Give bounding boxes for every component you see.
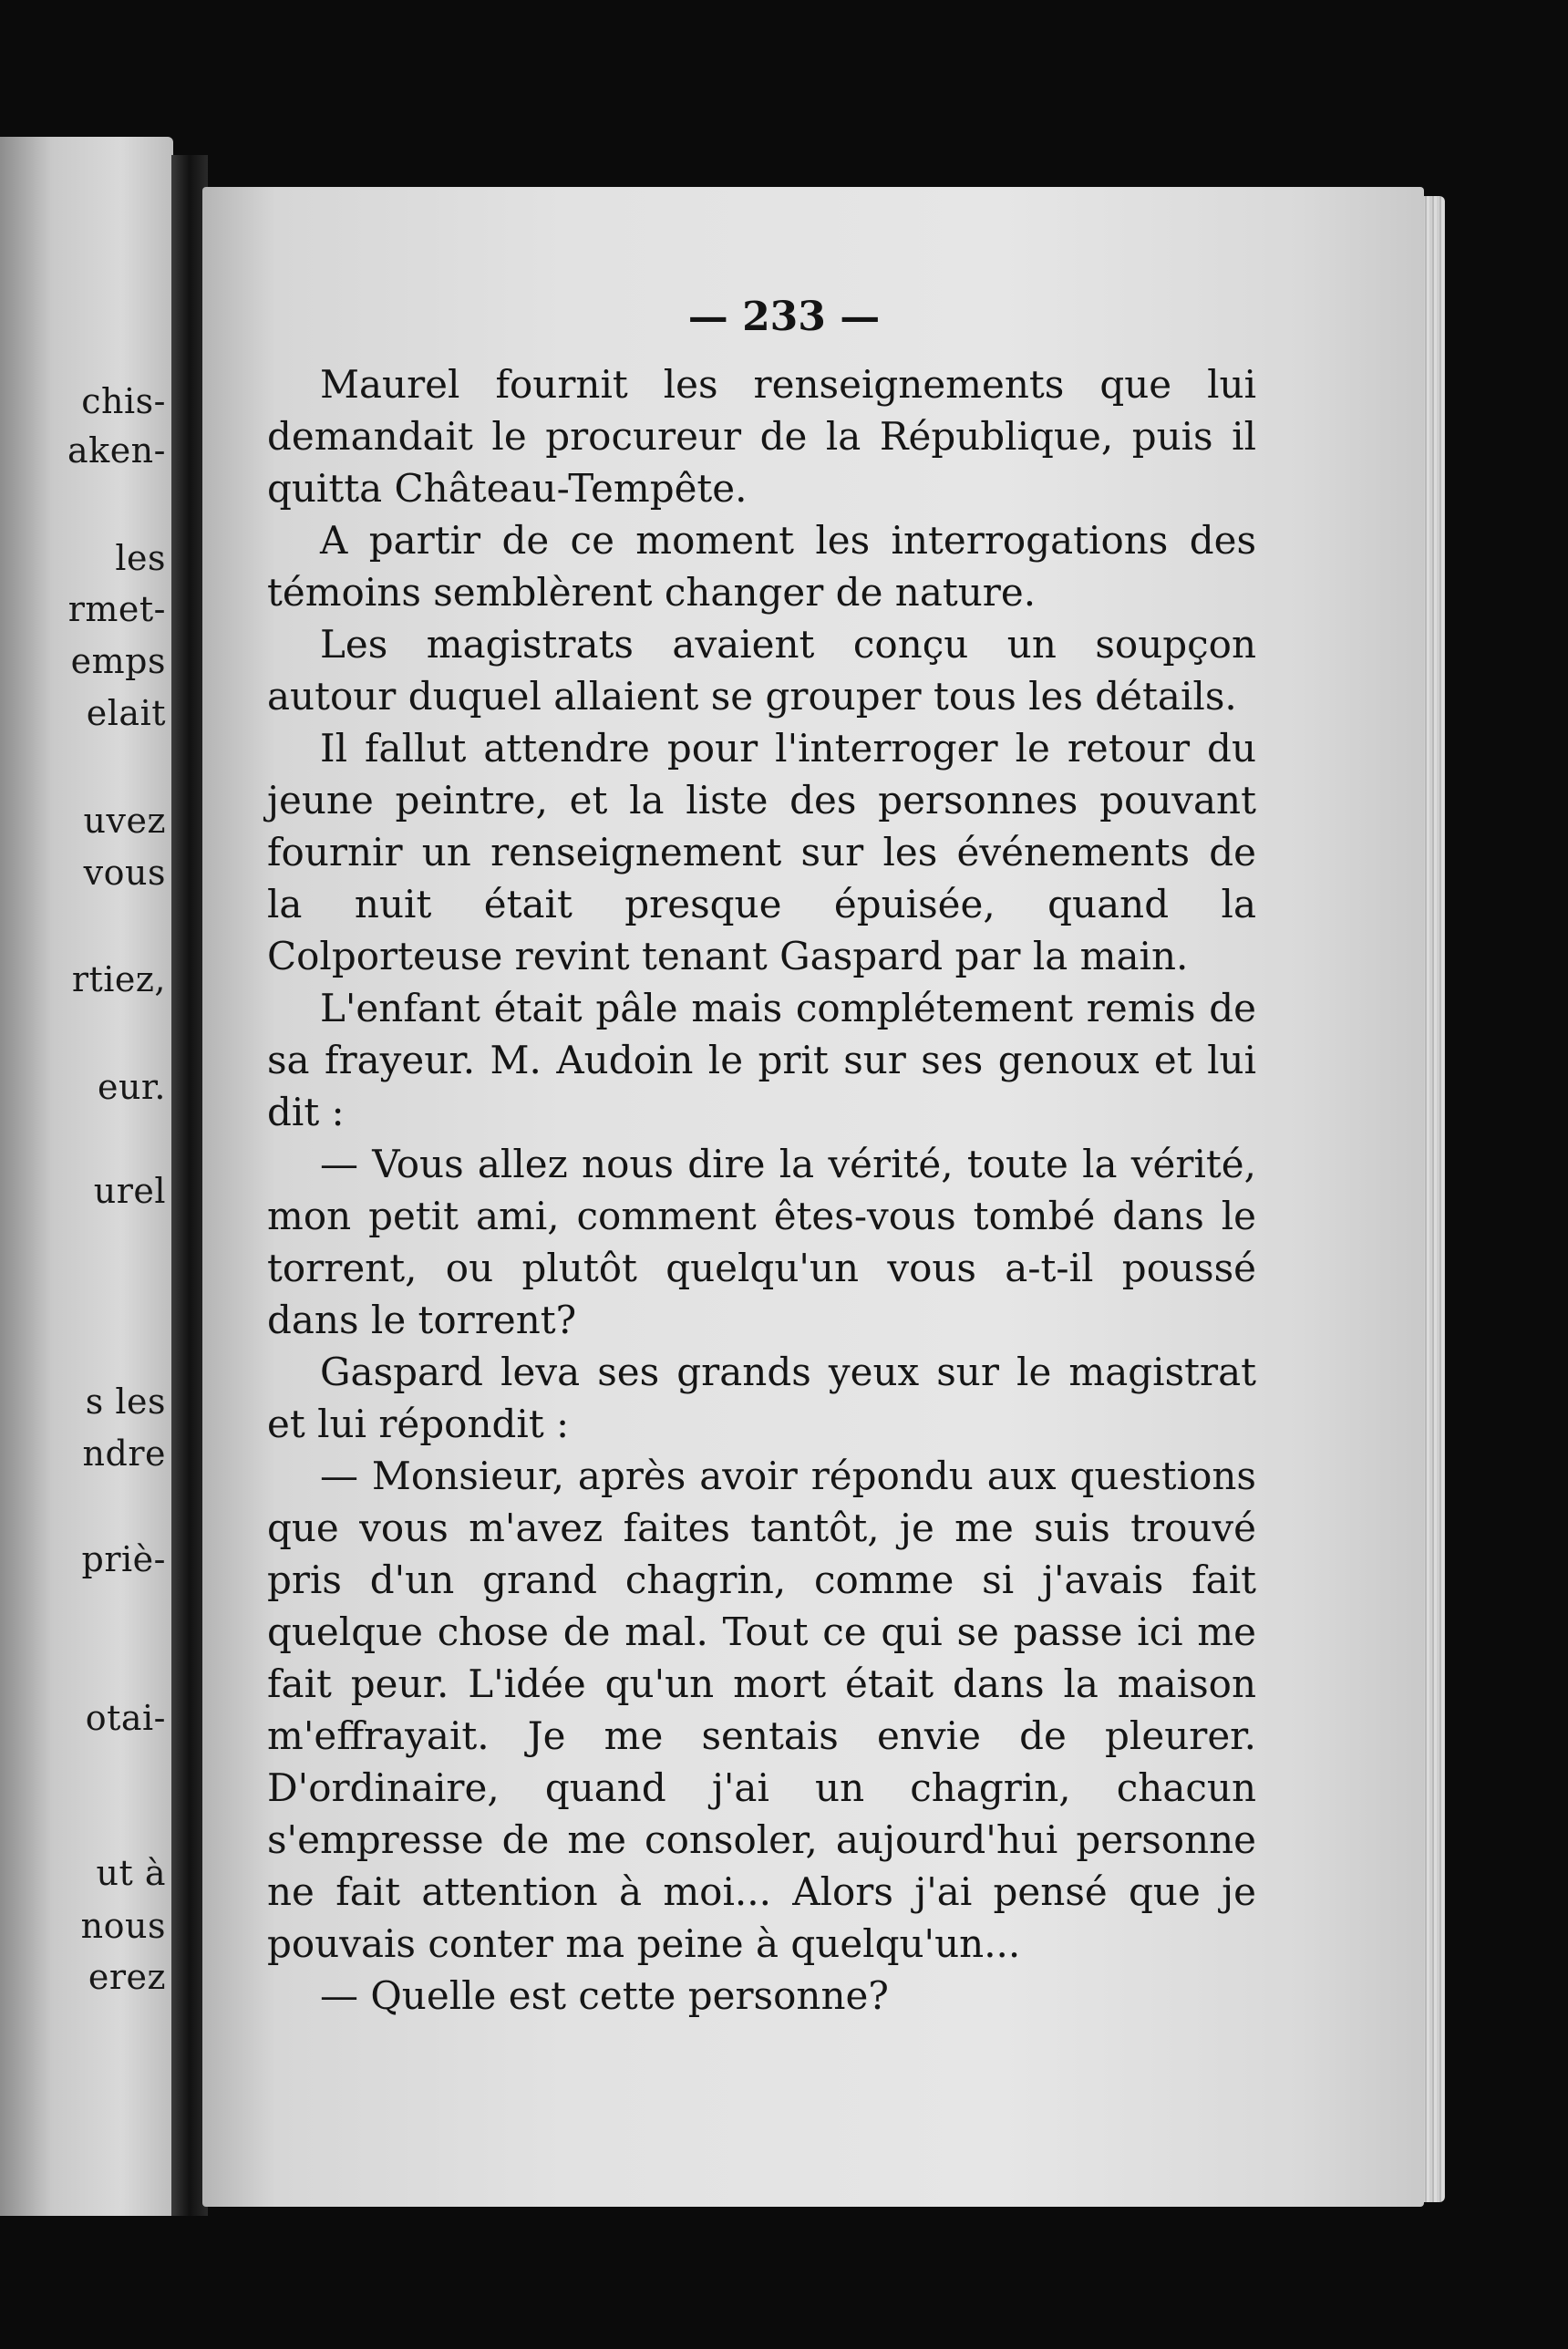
dialogue-paragraph: — Vous allez nous dire la vérité, toute la vérité, mon petit ami, comment êtes-vous tombé dans le torrent, ou plutôt quelqu'un vous a-t-il poussé dans le torrent? [267,1142,1256,1342]
left-page-fragment: rtiez, [71,959,166,999]
page-number: — 233 — [687,294,881,340]
left-page-fragment: les [115,538,166,578]
left-page-fragment: eur. [97,1067,166,1107]
left-page-fragment: elait [86,693,166,733]
left-page-fragment: ut à [96,1853,166,1893]
left-page-fragment: erez [88,1957,166,1997]
page-body [267,358,1256,2022]
paragraph: L'enfant était pâle mais complétement remis de sa frayeur. M. Audoin le prit sur ses genoux et lui dit : [267,986,1256,1134]
dialogue-paragraph: — Monsieur, après avoir répondu aux questions que vous m'avez faites tantôt, je me suis trouvé pris d'un grand chagrin, comme si j'avais fait quelque chose de mal. Tout ce qui se passe ici me fait peur. L'idée qu'un mort était dans la maison m'effrayait. Je me sentais envie de pleurer. D'ordinaire, quand j'ai un chagrin, chacun s'empresse de me consoler, aujourd'hui personne ne fait attention à moi... Alors j'ai pensé que je pouvais conter ma peine à quelqu'un... [267,1454,1256,1966]
left-page-fragment: chis- [81,381,166,421]
left-page-fragment: otai- [85,1698,166,1738]
left-page-fragment: uvez [83,801,166,841]
paragraph: Les magistrats avaient conçu un soupçon autour duquel allaient se grouper tous les détails. [267,622,1256,719]
left-page-fragment: priè- [81,1539,166,1579]
left-page-fragment: ndre [82,1433,166,1474]
dialogue-paragraph: — Quelle est cette personne? [320,1973,889,2018]
paragraph: Maurel fournit les renseignements que lui demandait le procureur de la République, puis il quitta Château-Tempête. [267,362,1256,511]
paragraph: A partir de ce moment les interrogations des témoins semblèrent changer de nature. [267,518,1256,615]
left-page-fragment: nous [80,1906,166,1946]
left-page-fragment: vous [83,853,166,893]
left-page-fragment: aken- [67,430,166,471]
paragraph: Gaspard leva ses grands yeux sur le magistrat et lui répondit : [267,1350,1256,1446]
left-page-fragment: emps [70,641,166,681]
left-page-fragment: urel [93,1171,166,1211]
left-page-fragment: rmet- [67,589,166,629]
left-page [0,137,173,2216]
paragraph: Il fallut attendre pour l'interroger le retour du jeune peintre, et la liste des personnes pouvant fournir un renseignement sur les événements de la nuit était presque épuisée, quand la Colporteuse revint tenant Gaspard par la main. [267,726,1256,978]
left-page-fragment: s les [85,1381,166,1422]
